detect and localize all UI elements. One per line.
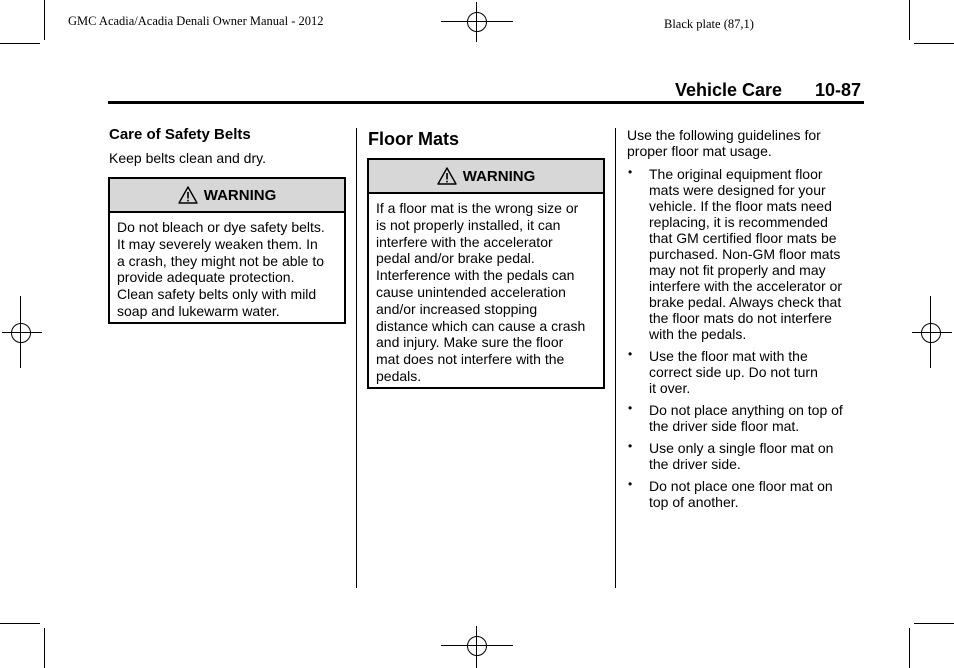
page-number: 10-87 xyxy=(815,80,862,100)
registration-mark-bottom xyxy=(441,624,513,668)
list-item xyxy=(627,348,867,396)
registration-mark-left xyxy=(0,296,44,368)
plate-label: Black plate (87,1) xyxy=(664,17,754,31)
list-item xyxy=(627,440,867,472)
section-heading: Care of Safety Belts xyxy=(109,126,251,143)
manual-title: GMC Acadia/Acadia Denali Owner Manual - 2012 xyxy=(68,14,324,28)
bullet-icon: • xyxy=(628,401,633,415)
warning-label: WARNING xyxy=(462,167,536,185)
warning-header xyxy=(369,160,603,194)
intro-text: Keep belts clean and dry. xyxy=(109,149,266,166)
list-item-text: Use the floor mat with the correct side up. Do not turn it over. xyxy=(649,348,818,396)
crop-mark xyxy=(0,43,40,44)
warning-header xyxy=(110,179,344,213)
list-item xyxy=(627,478,867,510)
guideline-list xyxy=(627,166,867,510)
warning-triangle-icon xyxy=(178,186,198,204)
warning-box xyxy=(108,177,346,324)
warning-triangle-icon xyxy=(437,167,457,185)
header-rule xyxy=(108,101,864,104)
intro-text: Use the following guidelines for proper floor mat usage. xyxy=(627,127,821,159)
crop-mark xyxy=(909,0,910,40)
crop-mark xyxy=(909,628,910,668)
column-3 xyxy=(627,127,867,516)
column-divider xyxy=(615,128,616,588)
registration-mark-right xyxy=(910,296,954,368)
list-item-text: Use only a single floor mat on the driver side. xyxy=(649,440,834,472)
list-item-text: Do not place one floor mat on top of another. xyxy=(649,478,833,510)
bullet-icon: • xyxy=(628,477,633,491)
crop-mark xyxy=(914,623,954,624)
crop-mark xyxy=(914,43,954,44)
warning-label: WARNING xyxy=(203,186,277,204)
bullet-icon: • xyxy=(628,165,633,179)
list-item xyxy=(627,166,867,342)
warning-text: Do not bleach or dye safety belts. It may severely weaken them. In a crash, they might not be able to provide adequate protection. Clean safety belts only with mild soap and lukewarm water. xyxy=(117,219,325,319)
registration-mark-top xyxy=(441,0,513,44)
column-divider xyxy=(356,128,357,588)
warning-text: If a floor mat is the wrong size or is not properly installed, it can interfere with the accelerator pedal and/or brake pedal. Interference with the pedals can cause unintended acceleration and/or increased stopping distance which can cause a crash and injury. Make sure the floor mat does not interfere with the pedals. xyxy=(376,200,586,384)
list-item-text: The original equipment floor mats were designed for your vehicle. If the floor mats need replacing, it is recommended that GM certified floor mats be purchased. Non-GM floor mats may not fit properly and may interfere with the accelerator or brake pedal. Always check that the floor mats do not interfere with the pedals. xyxy=(649,166,842,342)
bullet-icon: • xyxy=(628,439,633,453)
crop-mark xyxy=(44,0,45,40)
crop-mark xyxy=(44,628,45,668)
warning-box xyxy=(367,158,605,389)
bullet-icon: • xyxy=(628,347,633,361)
column-1 xyxy=(109,127,347,166)
section-heading: Floor Mats xyxy=(368,129,460,149)
section-title: Vehicle Care xyxy=(675,80,783,100)
list-item-text: Do not place anything on top of the driver side floor mat. xyxy=(649,402,843,434)
crop-mark xyxy=(0,623,40,624)
list-item xyxy=(627,402,867,434)
